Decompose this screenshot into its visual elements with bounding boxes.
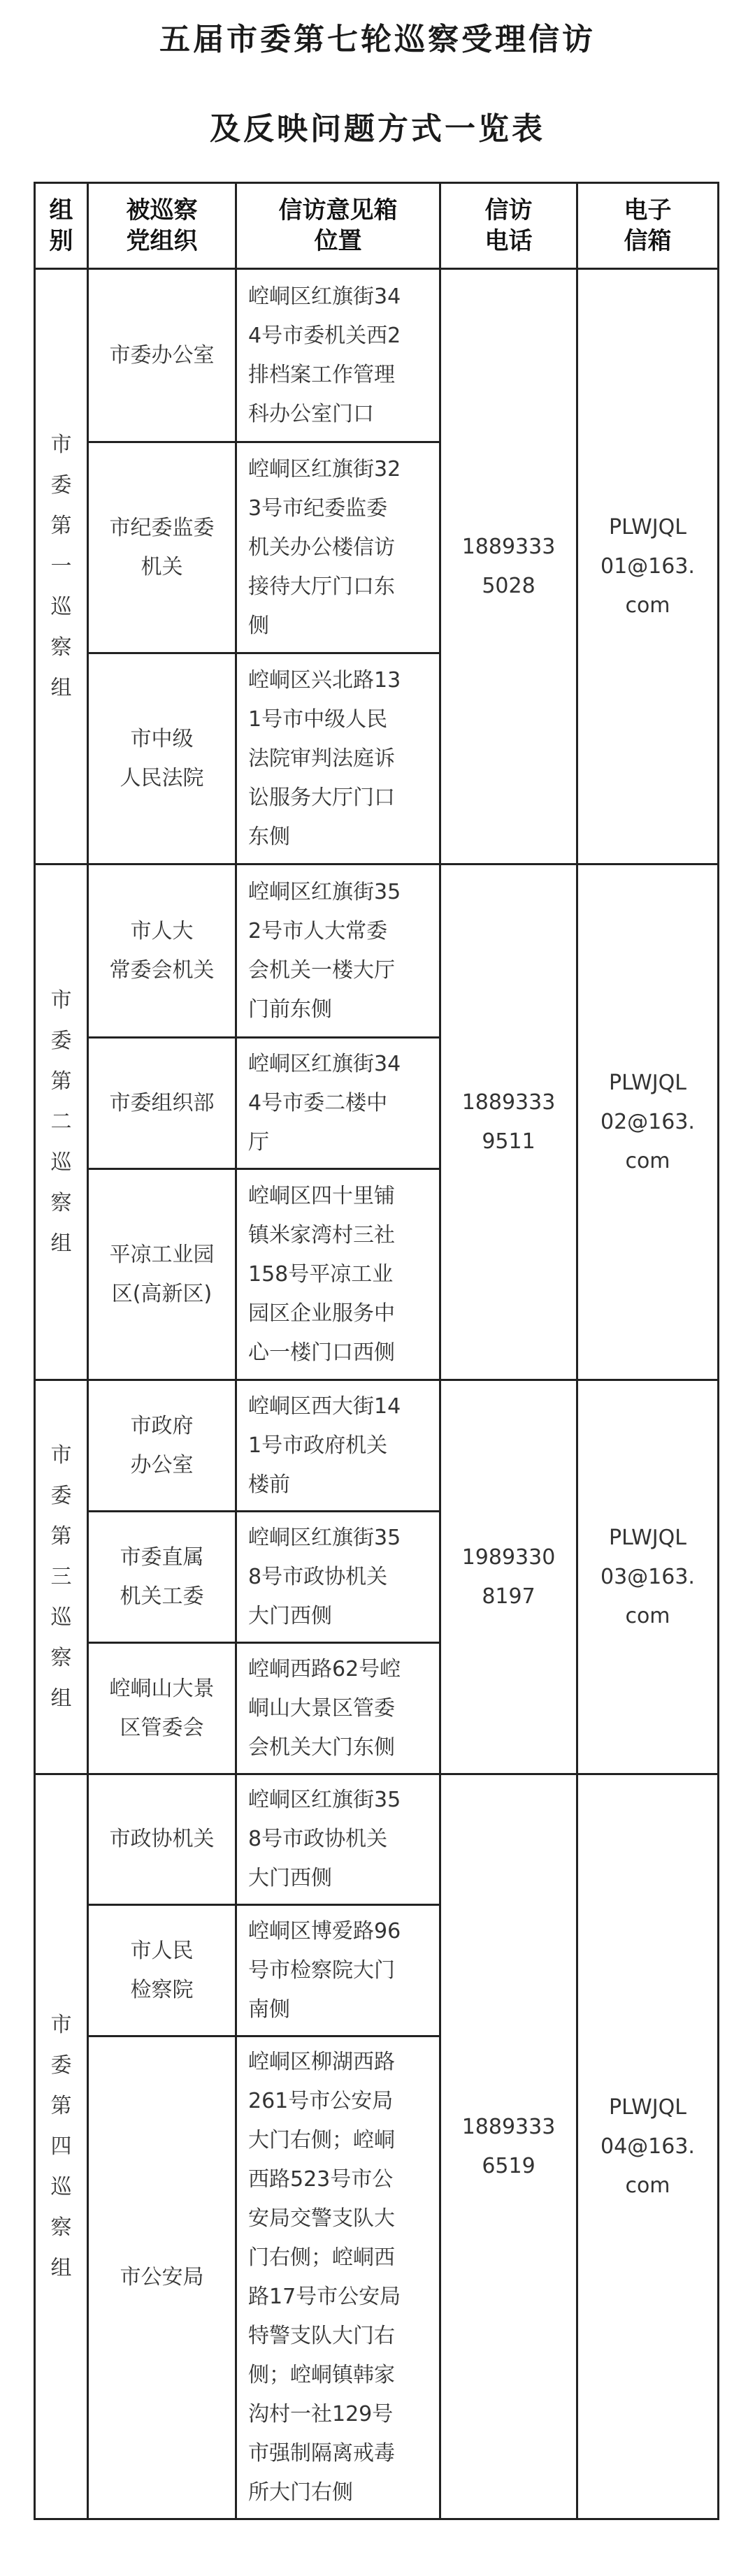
- inspected-org-cell: [88, 2036, 236, 2519]
- header-org-label: 被巡察 党组织: [126, 196, 198, 255]
- inspected-org: 市中级 人民法院: [120, 726, 204, 790]
- petition-email-cell: [577, 1380, 719, 1774]
- mailbox-location: 崆峒西路62号崆 峒山大景区管委 会机关大门东侧: [248, 1656, 401, 1760]
- group-name: 市 委 第 四 巡 察 组: [50, 2012, 72, 2280]
- petition-email: PLWJQL 03@163. com: [601, 1525, 695, 1628]
- mailbox-location-cell: [236, 269, 440, 442]
- table-row: [35, 864, 719, 1038]
- header-group-label: 组 别: [49, 196, 73, 255]
- inspected-org-cell: [88, 1774, 236, 1905]
- inspected-org-cell: [88, 1038, 236, 1169]
- group-name: 市 委 第 三 巡 察 组: [50, 1442, 72, 1711]
- petition-phone-cell: [440, 1380, 577, 1774]
- mailbox-location-cell: [236, 1512, 440, 1643]
- petition-phone: 1889333 5028: [461, 534, 556, 598]
- table-row: [35, 1380, 719, 1512]
- mailbox-location: 崆峒区红旗街35 2号市人大常委 会机关一楼大厅 门前东侧: [248, 879, 401, 1022]
- petition-phone: 1889333 9511: [461, 1090, 556, 1154]
- page-title-line-2: 及反映问题方式一览表: [210, 111, 545, 147]
- mailbox-location-cell: [236, 1380, 440, 1512]
- header-phone: [440, 183, 577, 269]
- inspected-org-cell: [88, 1905, 236, 2036]
- mailbox-location: 崆峒区红旗街32 3号市纪委监委 机关办公楼信访 接待大厅门口东 侧: [248, 456, 401, 638]
- inspected-org: 市人大 常委会机关: [109, 918, 215, 983]
- header-box-label: 信访意见箱 位置: [278, 196, 398, 255]
- petition-email: PLWJQL 01@163. com: [601, 514, 695, 618]
- petition-email-cell: [577, 1774, 719, 2519]
- inspected-org-cell: [88, 269, 236, 442]
- header-group: [35, 183, 88, 269]
- mailbox-location-cell: [236, 1774, 440, 1905]
- table-row: [35, 269, 719, 442]
- mailbox-location: 崆峒区红旗街34 4号市委机关西2 排档案工作管理 科办公室门口: [248, 284, 401, 426]
- inspected-org: 市公安局: [120, 2265, 204, 2289]
- group-name-cell: [35, 1380, 88, 1774]
- mailbox-location-cell: [236, 1643, 440, 1774]
- petition-phone: 1889333 6519: [461, 2114, 556, 2178]
- inspected-org: 平凉工业园 区(高新区): [109, 1242, 215, 1306]
- mailbox-location: 崆峒区兴北路13 1号市中级人民 法院审判法庭诉 讼服务大厅门口 东侧: [248, 667, 401, 849]
- petition-email: PLWJQL 04@163. com: [601, 2094, 695, 2198]
- mailbox-location: 崆峒区西大街14 1号市政府机关 楼前: [248, 1394, 401, 1497]
- mailbox-location: 崆峒区博爱路96 号市检察院大门 南侧: [248, 1918, 401, 2022]
- inspected-org: 市委办公室: [109, 342, 215, 368]
- mailbox-location-cell: [236, 1905, 440, 2036]
- group-name: 市 委 第 一 巡 察 组: [50, 432, 72, 700]
- page-title-line-1: 五届市委第七轮巡察受理信访: [159, 22, 596, 57]
- mailbox-location: 崆峒区红旗街35 8号市政协机关 大门西侧: [248, 1525, 401, 1628]
- inspected-org: 崆峒山大景 区管委会: [109, 1676, 215, 1740]
- header-phone-label: 信访 电话: [484, 196, 533, 255]
- group-name-cell: [35, 1774, 88, 2519]
- petition-email-cell: [577, 269, 719, 864]
- header-box: [236, 183, 440, 269]
- petition-table: [34, 182, 719, 2520]
- table-row: [35, 1774, 719, 1905]
- petition-phone: 1989330 8197: [461, 1544, 556, 1609]
- mailbox-location: 崆峒区红旗街35 8号市政协机关 大门西侧: [248, 1788, 401, 1890]
- mailbox-location-cell: [236, 653, 440, 864]
- header-email: [577, 183, 719, 269]
- petition-email-cell: [577, 864, 719, 1380]
- mailbox-location: 崆峒区柳湖西路 261号市公安局 大门右侧；崆峒 西路523号市公 安局交警支队大 门右侧；崆峒西 路17号市公安局 特警支队大门右 侧；崆峒镇韩家 沟村一社129号 市强制隔离戒毒 所大门右侧: [248, 2050, 401, 2505]
- inspected-org-cell: [88, 1643, 236, 1774]
- mailbox-location: 崆峒区四十里铺 镇米家湾村三社 158号平凉工业 园区企业服务中 心一楼门口西侧: [248, 1183, 395, 1365]
- petition-phone-cell: [440, 1774, 577, 2519]
- inspected-org: 市委组织部: [109, 1090, 215, 1115]
- header-org: [88, 183, 236, 269]
- inspected-org: 市政府 办公室: [130, 1413, 194, 1477]
- petition-phone-cell: [440, 269, 577, 864]
- inspected-org: 市纪委监委 机关: [109, 515, 215, 579]
- inspected-org-cell: [88, 1512, 236, 1643]
- inspected-org: 市委直属 机关工委: [120, 1544, 204, 1609]
- header-email-label: 电子 信箱: [624, 196, 672, 255]
- mailbox-location: 崆峒区红旗街34 4号市委二楼中 厅: [248, 1051, 401, 1155]
- mailbox-location-cell: [236, 2036, 440, 2519]
- inspected-org-cell: [88, 1169, 236, 1380]
- inspected-org: 市政协机关: [109, 1827, 215, 1851]
- inspected-org-cell: [88, 1380, 236, 1512]
- table-body: [35, 269, 719, 2519]
- mailbox-location-cell: [236, 864, 440, 1038]
- mailbox-location-cell: [236, 1038, 440, 1169]
- inspected-org: 市人民 检察院: [130, 1938, 194, 2002]
- mailbox-location-cell: [236, 1169, 440, 1380]
- mailbox-location-cell: [236, 442, 440, 653]
- group-name: 市 委 第 二 巡 察 组: [50, 987, 72, 1256]
- petition-phone-cell: [440, 864, 577, 1380]
- inspected-org-cell: [88, 864, 236, 1038]
- group-name-cell: [35, 864, 88, 1380]
- inspected-org-cell: [88, 653, 236, 864]
- group-name-cell: [35, 269, 88, 864]
- petition-email: PLWJQL 02@163. com: [601, 1070, 695, 1173]
- header-row: [35, 183, 719, 269]
- inspected-org-cell: [88, 442, 236, 653]
